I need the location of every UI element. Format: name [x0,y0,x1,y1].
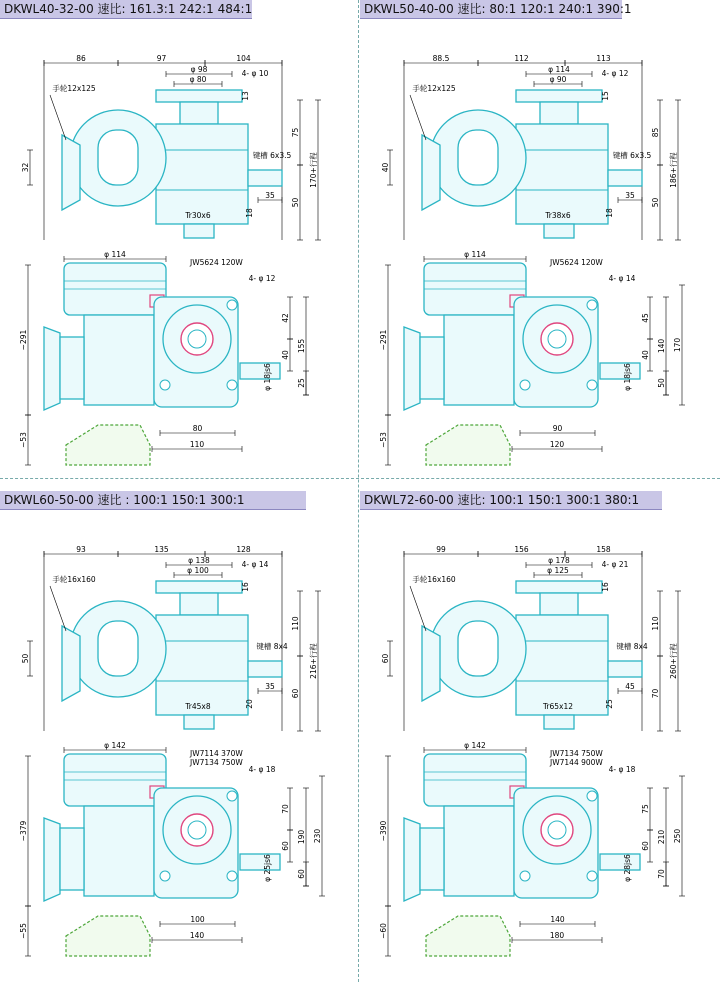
top-stem-nut [544,715,574,729]
base-foot [426,425,510,465]
top-housing [516,615,608,715]
mount-hole [587,300,597,310]
dim-lower-height: 50 [291,197,300,208]
dim-base-holes: 4- φ 14 [608,274,636,283]
dim-flange-phi-a: φ 138 [188,556,210,565]
dim-flange-holes: 4- φ 21 [601,560,629,569]
dim-flange-phi-a: φ 178 [548,556,570,565]
handwheel-side-icon [44,818,60,901]
panel-dkwl50 [360,0,720,478]
base-foot [66,425,150,465]
dim-mid-width: 112 [514,54,529,63]
dim-base-width-1: 80 [192,424,203,433]
dim-shaft-length: 35 [265,682,275,691]
dim-right-width: 128 [236,545,251,554]
dim-v4: 140 [657,338,666,354]
dim-base-width-1: 90 [552,424,563,433]
dim-left-height: 40 [381,162,390,173]
dim-flange-phi-b: φ 90 [549,75,567,84]
top-worm-window [98,130,138,185]
dim-v3: 25 [297,378,306,388]
worm-shaft-housing [420,828,444,890]
motor-label: JW7134 750W [550,749,603,758]
dim-flange-phi-b: φ 100 [187,566,209,575]
dim-thread: Tr38x6 [545,211,571,220]
dim-left-height: 50 [21,653,30,664]
dim-mid-width: 135 [154,545,169,554]
handwheel-icon [422,135,440,210]
panel-header: DKWL60-50-00 速比 : 100:1 150:1 300:1 [0,491,306,510]
dim-mid-width: 156 [514,545,529,554]
dim-flange-phi-a: φ 114 [548,65,570,74]
dim-v3: 50 [657,378,666,388]
dim-bottom-lower: ~55 [19,923,28,939]
dim-key-width: 20 [245,699,254,709]
mount-hole [227,871,237,881]
dim-flange-thickness: 16 [241,582,250,592]
vertical-divider [358,0,359,982]
dim-mid-width: 97 [156,54,167,63]
output-shaft-side [240,854,280,870]
top-housing [516,124,608,224]
drawing-dkwl60 [0,491,356,982]
dim-lower-height: 50 [651,197,660,208]
panel-header: DKWL50-40-00 速比: 80:1 120:1 240:1 390:1 [360,0,622,19]
dim-v1: 70 [281,804,290,814]
dim-right-width: 104 [236,54,251,63]
top-neck [180,593,218,615]
handwheel-icon [62,626,80,701]
output-shaft-side [240,363,280,379]
handwheel-label: 手轮16x160 [52,575,96,584]
gear-bore-inner [548,330,566,348]
top-worm-window [458,130,498,185]
dim-key-slot: 键槽 8x4 [616,642,648,651]
top-output-shaft [608,661,642,677]
gear-bore-inner [188,330,206,348]
dim-upper-height: 110 [651,616,660,631]
top-output-shaft [248,661,282,677]
handwheel-label: 手轮16x160 [412,575,456,584]
panel-header: DKWL40-32-00 速比: 161.3:1 242:1 484:1 [0,0,252,19]
dim-base-width-2: 120 [549,440,565,449]
horizontal-divider [0,478,720,479]
motor-label-2: JW7144 900W [550,758,603,767]
dim-output-shaft: φ 18js6 [623,363,632,391]
dim-v2: 60 [641,841,650,851]
mount-hole [587,380,597,390]
leader-line [410,95,426,140]
dim-v3: 60 [297,869,306,879]
base-foot [66,916,150,956]
leader-line [410,586,426,631]
worm-shaft-housing [60,337,84,399]
dim-bottom-total: ~291 [19,329,28,351]
dim-v2: 40 [281,350,290,360]
panel-dkwl72 [360,491,720,982]
base-foot [426,916,510,956]
handwheel-side-icon [404,327,420,410]
drawing-dkwl40 [0,0,356,478]
gear-bore-inner [188,821,206,839]
dim-v4: 210 [657,829,666,845]
dim-flange-phi-b: φ 80 [189,75,207,84]
top-flange-plate [156,581,242,593]
top-housing [156,615,248,715]
mount-hole [227,380,237,390]
dim-v1: 42 [281,313,290,323]
dim-bottom-lower: ~53 [379,432,388,448]
dim-flange-holes: 4- φ 10 [241,69,269,78]
dim-base-holes: 4- φ 18 [608,765,636,774]
dim-base-width-2: 140 [189,931,205,940]
dim-upper-height: 110 [291,616,300,631]
gearbox-side [84,806,154,896]
top-stem-nut [544,224,574,238]
dim-base-holes: 4- φ 12 [248,274,276,283]
mount-hole [160,380,170,390]
dim-right-width: 113 [596,54,611,63]
drawing-dkwl72 [360,491,720,982]
dim-left-width: 93 [76,545,86,554]
top-neck [540,102,578,124]
dim-base-width-2: 180 [549,931,565,940]
dim-v1: 75 [641,804,650,814]
dim-thread: Tr65x12 [542,702,574,711]
panel-header: DKWL72-60-00 速比: 100:1 150:1 300:1 380:1 [360,491,662,510]
handwheel-side-icon [44,327,60,410]
mount-hole [227,791,237,801]
dim-v5: 250 [673,828,682,844]
handwheel-icon [422,626,440,701]
dim-v3: 70 [657,869,666,879]
dim-v2: 60 [281,841,290,851]
gearbox-side [444,315,514,405]
dim-base-holes: 4- φ 18 [248,765,276,774]
dim-flange-thickness: 15 [601,91,610,101]
motor-label-2: JW7134 750W [190,758,243,767]
dim-bottom-lower: ~53 [19,432,28,448]
mount-hole [587,791,597,801]
handwheel-label: 手轮12x125 [52,84,96,93]
dim-flange-holes: 4- φ 12 [601,69,629,78]
output-shaft-side [600,363,640,379]
dim-bottom-total: ~390 [379,820,388,842]
dim-thread: Tr45x8 [185,702,211,711]
dim-total-height: 216+行程 [309,643,318,679]
top-worm-window [98,621,138,676]
dim-output-shaft: φ 28js6 [623,854,632,882]
dim-shaft-length: 45 [625,682,635,691]
dim-motor-phi: φ 114 [104,250,126,259]
dim-left-width: 88.5 [432,54,450,63]
panel-dkwl40 [0,0,356,478]
dim-key-slot: 键槽 6x3.5 [252,151,292,160]
mount-hole [520,871,530,881]
top-flange-plate [156,90,242,102]
gearbox-side [84,315,154,405]
dim-total-height: 260+行程 [669,643,678,679]
dim-shaft-length: 35 [265,191,275,200]
mount-hole [160,871,170,881]
motor-label: JW5624 120W [190,258,243,267]
worm-shaft-housing [420,337,444,399]
motor-label: JW5624 120W [550,258,603,267]
dim-key-slot: 键槽 8x4 [256,642,288,651]
dim-v5: 170 [673,337,682,353]
dim-thread: Tr30x6 [185,211,211,220]
dim-output-shaft: φ 25js6 [263,854,272,882]
handwheel-icon [62,135,80,210]
dim-flange-thickness: 16 [601,582,610,592]
dim-output-shaft: φ 18js6 [263,363,272,391]
dim-v4: 190 [297,829,306,845]
dim-v5: 230 [313,828,322,844]
dim-left-height: 60 [381,653,390,664]
dim-total-height: 186+行程 [669,152,678,188]
dim-key-slot: 键槽 6x3.5 [612,151,652,160]
dim-lower-height: 70 [651,688,660,699]
motor-label: JW7114 370W [190,749,243,758]
top-housing [156,124,248,224]
dim-flange-phi-a: φ 98 [190,65,208,74]
mount-hole [227,300,237,310]
dim-bottom-total: ~379 [19,820,28,842]
dim-bottom-lower: ~60 [379,923,388,939]
dim-right-width: 158 [596,545,611,554]
panel-dkwl60 [0,491,356,982]
leader-line [50,586,66,631]
dim-flange-thickness: 13 [241,91,250,101]
handwheel-side-icon [404,818,420,901]
mount-hole [587,871,597,881]
gear-bore-inner [548,821,566,839]
worm-shaft-housing [60,828,84,890]
top-stem-nut [184,224,214,238]
dim-motor-phi: φ 114 [464,250,486,259]
dim-base-width-2: 110 [189,440,205,449]
top-neck [540,593,578,615]
dim-total-height: 170+行程 [309,152,318,188]
dim-left-width: 86 [76,54,86,63]
dim-v1: 45 [641,313,650,323]
drawing-dkwl50 [360,0,720,478]
dim-flange-holes: 4- φ 14 [241,560,269,569]
leader-line [50,95,66,140]
dim-left-height: 32 [21,162,30,173]
top-flange-plate [516,581,602,593]
dim-base-width-1: 100 [190,915,205,924]
dim-v2: 40 [641,350,650,360]
gearbox-side [444,806,514,896]
dim-left-width: 99 [436,545,446,554]
dim-bottom-total: ~291 [379,329,388,351]
mount-hole [520,380,530,390]
top-stem-nut [184,715,214,729]
top-worm-window [458,621,498,676]
dim-shaft-length: 35 [625,191,635,200]
top-output-shaft [608,170,642,186]
dim-key-width: 25 [605,699,614,709]
dim-flange-phi-b: φ 125 [547,566,569,575]
dim-upper-height: 75 [291,127,300,138]
dim-base-width-1: 140 [550,915,565,924]
output-shaft-side [600,854,640,870]
top-neck [180,102,218,124]
dim-v4: 155 [297,338,306,354]
top-output-shaft [248,170,282,186]
dim-lower-height: 60 [291,688,300,699]
dim-upper-height: 85 [651,127,660,138]
handwheel-label: 手轮12x125 [412,84,456,93]
dim-motor-phi: φ 142 [104,741,126,750]
dim-key-width: 18 [245,208,254,218]
top-flange-plate [516,90,602,102]
dim-motor-phi: φ 142 [464,741,486,750]
dim-key-width: 18 [605,208,614,218]
